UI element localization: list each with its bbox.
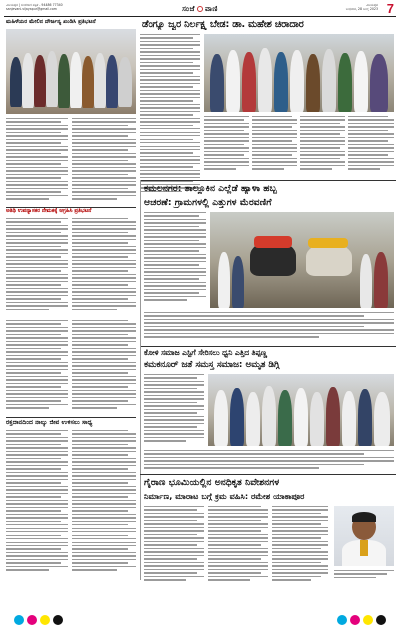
divider-kamalanagar [140, 180, 396, 181]
headline-kamalanagar-1: ಕಮಲನಗರ: ತಾಲ್ಲೂಕಿನ ಎಲ್ಲೆಡೆ ಹ್ಯಾಳಾ ಹಬ್ಬ [144, 183, 277, 194]
text-raktadan-col1 [6, 430, 68, 580]
headline-bottom-2: ನಿರ್ಮಾಣ, ಮಾರಾಟ ಬಗ್ಗೆ ಕ್ರಮ ವಹಿಸಿ: ರಮೇಶ ಯಾಕಾಪೂರ [144, 491, 305, 501]
divider-raktadan [6, 417, 136, 418]
text-koli-col1 [144, 374, 204, 448]
text-dengue-col3 [252, 116, 297, 176]
text-bottom-col2 [208, 506, 268, 584]
header-email: sanjevani.vijayapur@gmail.com [6, 7, 57, 11]
cyan-dot-icon [14, 615, 24, 625]
text-protest-col1 [6, 118, 68, 204]
masthead-left-word: ಸಂಜೆ [182, 4, 195, 13]
text-kamalanagar-col1 [144, 212, 206, 310]
headline-kamalanagar-2: ಆಚರಣೆ: ಗ್ರಾಮಗಳಲ್ಲಿ ಎತ್ತುಗಳ ಮೆರವಣಿಗೆ [144, 197, 272, 208]
text-guest-lecturer-col1 [6, 218, 68, 316]
photo-dengue-event [204, 34, 394, 112]
headline-dengue: ಡೆಂಗ್ಯೂ ಜ್ವರ ನಿರ್ಲಕ್ಷ್ಯ ಬೇಡ: ಡಾ. ಮಹೇಶ ಚಿರಾದಾರ [142, 19, 304, 30]
masthead-right-word: ವಾಣಿ [204, 4, 218, 13]
masthead-rule [4, 16, 396, 17]
page-number: 7 [386, 1, 394, 16]
header-date: ಬುಧವಾರ, 28 ಜುಲೈ 2023 [345, 7, 378, 11]
header-city: ವಿಜಯಪುರ [366, 3, 378, 7]
cmyk-marks-right [337, 615, 386, 625]
photo-ramesh-yakapur [334, 506, 394, 566]
photo-protest-women [6, 29, 136, 114]
headline-protest-women: ಮಹಿಳೆಯರ ಮೇಲಿನ ದೌರ್ಜನ್ಯ ಖಂಡಿಸಿ ಪ್ರತಿಭಟನೆ [6, 19, 96, 25]
text-left-mid-col2 [72, 320, 136, 414]
text-dengue-col5 [348, 116, 394, 176]
text-dengue-col2 [204, 116, 249, 176]
yellow-dot-icon-right [363, 615, 373, 625]
headline-guest-lecturer: ಅತಿಥಿ ಉಪನ್ಯಾಸಕರ ನೇಮಕಕ್ಕೆ ಆಗ್ರಹಿಸಿ ಪ್ರತಿಭಟನೆ [6, 208, 92, 214]
column-rule-1 [140, 180, 141, 580]
photo-koli-samaj [208, 374, 394, 446]
headline-koli-2: ಕಮಕನೂರ್ ಜತೆ ಸಮಸ್ತ ಸಮಾಜ: ಅಮೃತ ಡಿಗ್ಗಿ [144, 360, 280, 370]
black-dot-icon-right [376, 615, 386, 625]
header-meta-right [346, 3, 378, 11]
text-koli-lower [144, 450, 394, 472]
magenta-dot-icon-right [350, 615, 360, 625]
masthead-dot-icon [197, 6, 203, 12]
headline-koli-1: ಕೋಳಿ ಸಮಾಜ ಎಸ್ಟಿಗೆ ಸೇರಿಸಲು ಧ್ವನಿ ಎತ್ತಿದ ತಿಪ್ಪಣ್ಣ [144, 348, 268, 357]
divider-bottom [140, 474, 396, 475]
header-publication-line: ವಿಜಯಪುರ | ಸಂಜೆವಾಣಿ ಪತ್ರಿಕೆ - 94486 77340 [6, 3, 63, 7]
cmyk-marks-left [14, 615, 63, 625]
headline-raktadan: ರಕ್ತದಾನದಿಂದ ನಾಲ್ಕು ಜೀವ ಉಳಿಸಲು ಸಾಧ್ಯ [6, 419, 93, 426]
text-bottom-col4 [334, 570, 394, 584]
text-protest-col2 [72, 118, 136, 204]
divider-koli [140, 346, 396, 347]
black-dot-icon [53, 615, 63, 625]
masthead-logo [156, 4, 244, 14]
headline-bottom-1: ಗೈರಾಣ ಭೂಮಿಯಲ್ಲಿನ ಅನಧಿಕೃತ ನಿವೇಶನಗಳ [144, 477, 280, 488]
text-guest-lecturer-col2 [72, 218, 136, 316]
text-bottom-col1 [144, 506, 204, 584]
yellow-dot-icon [40, 615, 50, 625]
cyan-dot-icon-right [337, 615, 347, 625]
text-bottom-col3 [272, 506, 328, 584]
text-dengue-col1 [140, 34, 200, 204]
text-left-mid-col1 [6, 320, 68, 414]
text-dengue-col4 [300, 116, 345, 176]
magenta-dot-icon [27, 615, 37, 625]
photo-bullock-procession [210, 212, 394, 308]
text-raktadan-col2 [72, 430, 136, 580]
header-meta-left [6, 3, 116, 11]
text-kamalanagar-lower [144, 312, 394, 342]
